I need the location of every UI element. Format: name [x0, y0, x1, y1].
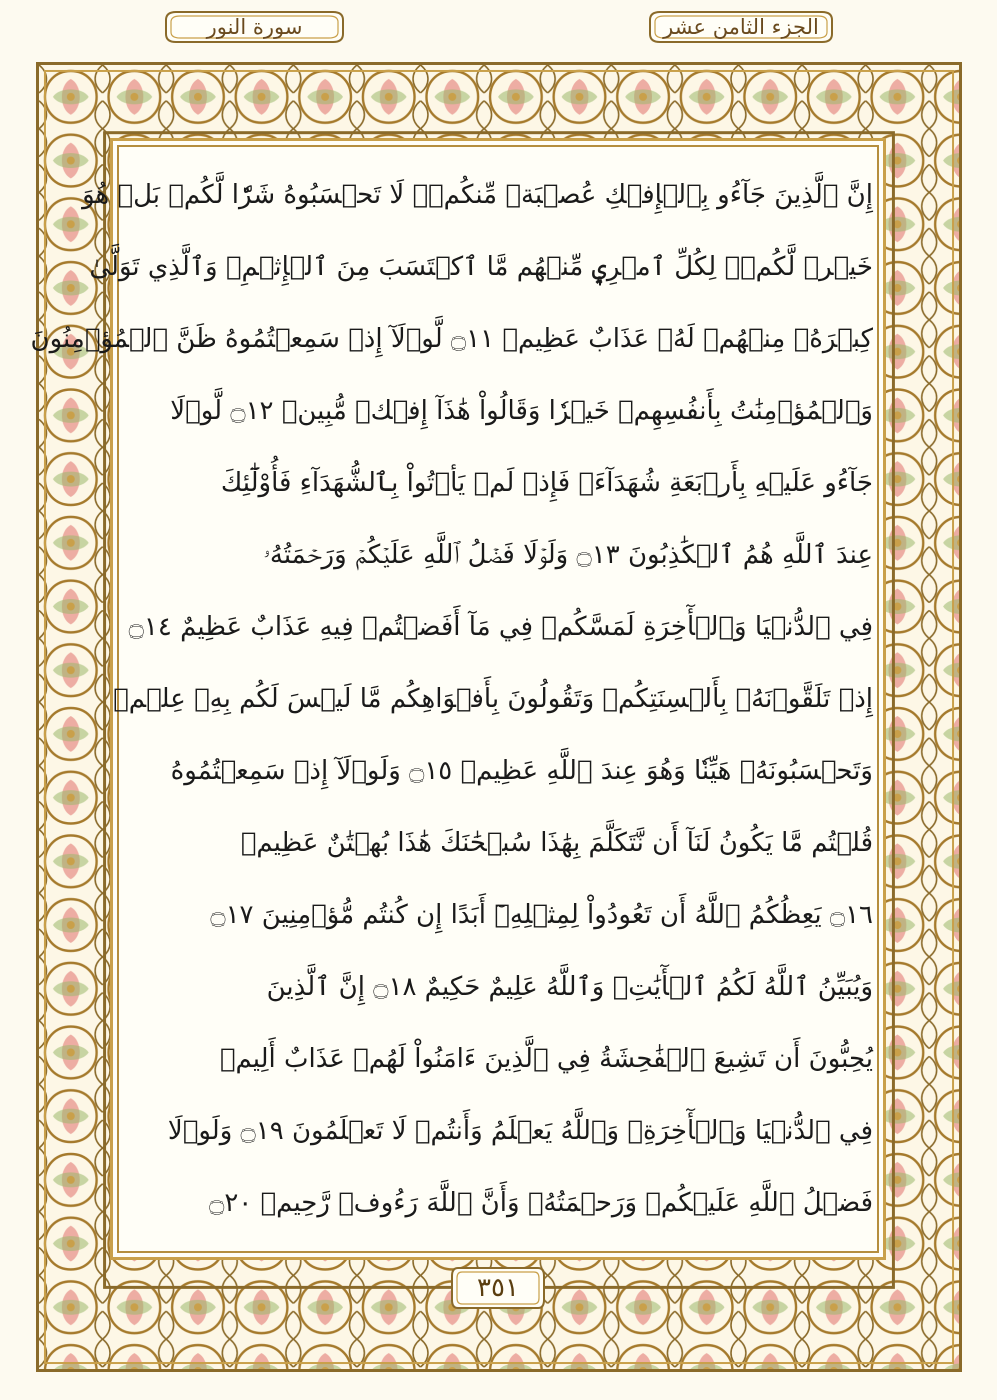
verse-line: إِنَّ ٱلَّذِينَ جَآءُو بِٱلۡإِفۡكِ عُصۡبَةٞ مِّنكُمۡۚ لَا تَحۡسَبُوهُ شَرّٗا لَّكُمۖ بَلۡ هُوَ [82, 180, 873, 210]
verse-line: وَٱلۡمُؤۡمِنَٰتُ بِأَنفُسِهِمۡ خَيۡرٗا وَقَالُواْ هَٰذَآ إِفۡكٞ مُّبِينٞ ۝١٢ لَّوۡلَا [170, 396, 873, 426]
verse-line: عِندَ ٱللَّهِ هُمُ ٱلۡكَٰذِبُونَ ۝١٣ وَلَوۡلَا فَضۡلُ ٱللَّهِ عَلَيۡكُمۡ وَرَحۡمَتُهُۥ [263, 539, 873, 570]
verse-line: فِي ٱلدُّنۡيَا وَٱلۡأٓخِرَةِۚ وَٱللَّهُ يَعۡلَمُ وَأَنتُمۡ لَا تَعۡلَمُونَ ۝١٩ وَلَوۡلَا [167, 1116, 873, 1146]
verse-line: كِبۡرَهُۥ مِنۡهُمۡ لَهُۥ عَذَابٌ عَظِيمٞ ۝١١ لَّوۡلَآ إِذۡ سَمِعۡتُمُوهُ ظَنَّ ٱلۡمُؤۡمِنُونَ [30, 324, 873, 354]
page-number-badge [448, 1262, 548, 1314]
verse-line: قُلۡتُم مَّا يَكُونُ لَنَآ أَن نَّتَكَلَّمَ بِهَٰذَا سُبۡحَٰنَكَ هَٰذَا بُهۡتَٰنٌ عَظِيمٞ [240, 828, 873, 858]
juz-name: الجزء الثامن عشر [663, 15, 819, 39]
surah-name: سورة النور [206, 15, 303, 39]
verse-line: فَضۡلُ ٱللَّهِ عَلَيۡكُمۡ وَرَحۡمَتُهُۥ وَأَنَّ ٱللَّهَ رَءُوفٞ رَّحِيمٞ ۝٢٠ [209, 1188, 873, 1218]
verse-line: خَيۡرٞ لَّكُمۡۚ لِكُلِّ ٱمۡرِيٕٖ مِّنۡهُم مَّا ٱكۡتَسَبَ مِنَ ٱلۡإِثۡمِۚ وَٱلَّذِي تَوَلَّىٰ [89, 252, 873, 282]
verse-text-panel [30, 138, 886, 1260]
verse-line: وَتَحۡسَبُونَهُۥ هَيِّنٗا وَهُوَ عِندَ ٱللَّهِ عَظِيمٞ ۝١٥ وَلَوۡلَآ إِذۡ سَمِعۡتُمُوهُ [170, 756, 873, 786]
verse-line: وَيُبَيِّنُ ٱللَّهُ لَكُمُ ٱلۡأٓيَٰتِۚ وَٱللَّهُ عَلِيمٌ حَكِيمٌ ۝١٨ إِنَّ ٱلَّذِينَ [266, 972, 873, 1002]
verse-line: جَآءُو عَلَيۡهِ بِأَرۡبَعَةِ شُهَدَآءَۚ فَإِذۡ لَمۡ يَأۡتُواْ بِٱلشُّهَدَآءِ فَأُوْلَٰٓئِكَ [220, 468, 873, 498]
surah-name-cartouche [162, 8, 347, 46]
verse-line: فِي ٱلدُّنۡيَا وَٱلۡأٓخِرَةِ لَمَسَّكُمۡ فِي مَآ أَفَضۡتُمۡ فِيهِ عَذَابٌ عَظِيمٌ ۝١٤ [128, 612, 873, 642]
verse-line: إِذۡ تَلَقَّوۡنَهُۥ بِأَلۡسِنَتِكُمۡ وَتَقُولُونَ بِأَفۡوَاهِكُم مَّا لَيۡسَ لَكُم بِهِۦ عِلۡمٞ [113, 684, 873, 714]
verse-line: ۝١٦ يَعِظُكُمُ ٱللَّهُ أَن تَعُودُواْ لِمِثۡلِهِۦٓ أَبَدًا إِن كُنتُم مُّؤۡمِنِينَ ۝١٧ [210, 900, 873, 930]
verse-lines [30, 159, 873, 1247]
juz-name-cartouche [646, 8, 836, 46]
page-number: ٣٥١ [477, 1273, 519, 1303]
verse-line: يُحِبُّونَ أَن تَشِيعَ ٱلۡفَٰحِشَةُ فِي ٱلَّذِينَ ءَامَنُواْ لَهُمۡ عَذَابٌ أَلِيمٞ [219, 1044, 873, 1074]
